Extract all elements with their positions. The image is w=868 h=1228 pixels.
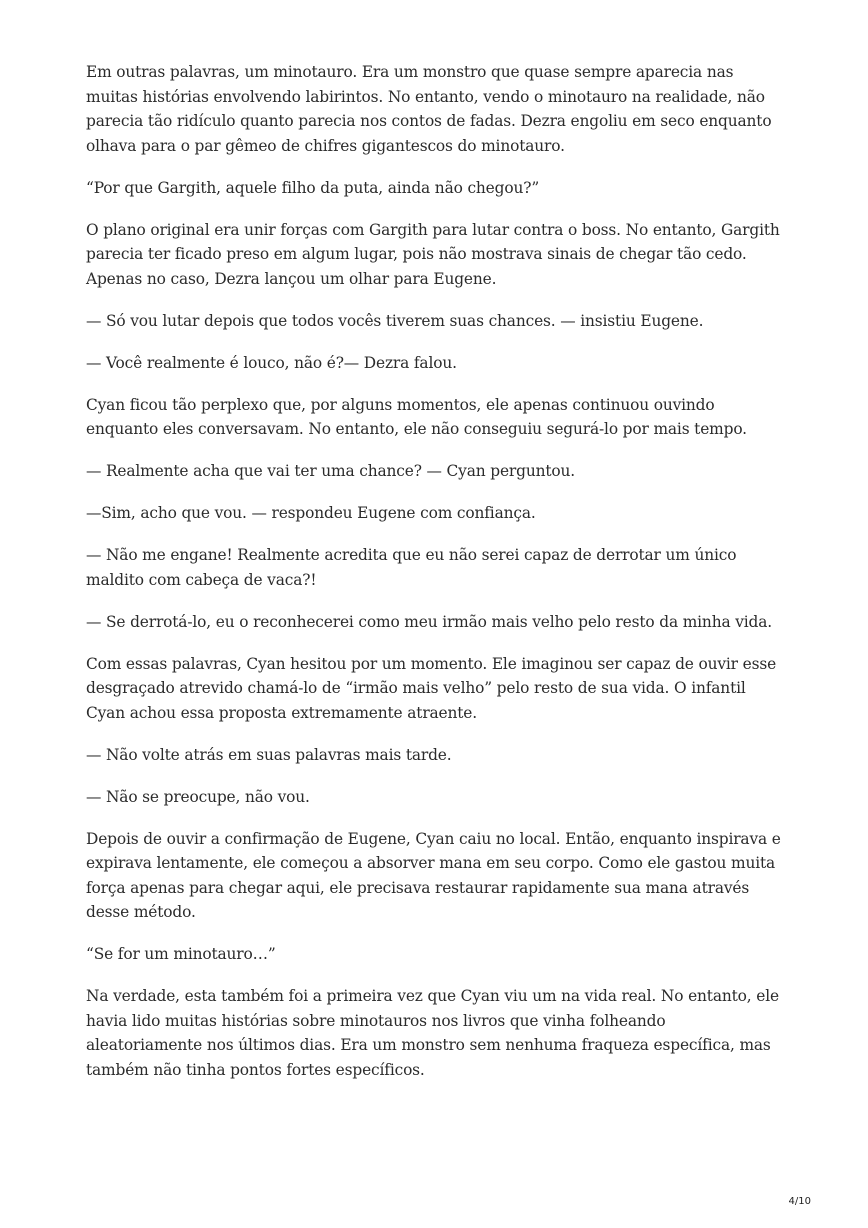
paragraph-6: Cyan ficou tão perplexo que, por alguns momentos, ele apenas continuou ouvindo enquanto eles conversavam. No entanto, ele não conseguiu segurá-lo por mais tempo. bbox=[86, 395, 747, 438]
paragraph-5: — Você realmente é louco, não é?— Dezra falou. bbox=[86, 353, 457, 372]
paragraph-8: —Sim, acho que vou. — respondeu Eugene com confiança. bbox=[86, 504, 536, 522]
paragraph-15: “Se for um minotauro…” bbox=[86, 945, 276, 963]
paragraph-2: “Por que Gargith, aquele filho da puta, ainda não chegou?” bbox=[86, 178, 540, 197]
page-number: 4/10 bbox=[788, 1196, 811, 1207]
paragraph-7: — Realmente acha que vai ter uma chance? — Cyan perguntou. bbox=[86, 462, 575, 480]
paragraph-13: — Não se preocupe, não vou. bbox=[86, 787, 310, 806]
paragraph-3: O plano original era unir forças com Gargith para lutar contra o boss. No entanto, Gargith parecia ter ficado preso em algum lugar, pois não mostrava sinais de chegar tão cedo. Apenas no caso, Dezra lançou um olhar para Eugene. bbox=[86, 220, 780, 288]
paragraph-11: Com essas palavras, Cyan hesitou por um momento. Ele imaginou ser capaz de ouvir esse desgraçado atrevido chamá-lo de “irmão mais velho” pelo resto de sua vida. O infantil Cyan achou essa proposta extremamente atraente. bbox=[86, 654, 777, 722]
paragraph-16: Na verdade, esta também foi a primeira vez que Cyan viu um na vida real. No entanto, ele havia lido muitas histórias sobre minotauros nos livros que vinha folheando aleatoriamente nos últimos dias. Era um monstro sem nenhuma fraqueza específica, mas também não tinha pontos fortes específicos. bbox=[86, 987, 779, 1079]
paragraph-12: — Não volte atrás em suas palavras mais tarde. bbox=[86, 745, 452, 764]
paragraph-9: — Não me engane! Realmente acredita que eu não serei capaz de derrotar um único maldito com cabeça de vaca?! bbox=[86, 546, 737, 589]
paragraph-10: — Se derrotá-lo, eu o reconhecerei como meu irmão mais velho pelo resto da minha vida. bbox=[86, 612, 773, 631]
document-body bbox=[86, 60, 786, 1100]
paragraph-1: Em outras palavras, um minotauro. Era um monstro que quase sempre aparecia nas muitas histórias envolvendo labirintos. No entanto, vendo o minotauro na realidade, não parecia tão ridículo quanto parecia nos contos de fadas. Dezra engoliu em seco enquanto olhava para o par gêmeo de chifres gigantescos do minotauro. bbox=[86, 63, 772, 155]
paragraph-14: Depois de ouvir a confirmação de Eugene, Cyan caiu no local. Então, enquanto inspirava e expirava lentamente, ele começou a absorver mana em seu corpo. Como ele gastou muita força apenas para chegar aqui, ele precisava restaurar rapidamente sua mana através desse método. bbox=[86, 829, 781, 921]
paragraph-4: — Só vou lutar depois que todos vocês tiverem suas chances. — insistiu Eugene. bbox=[86, 311, 704, 330]
